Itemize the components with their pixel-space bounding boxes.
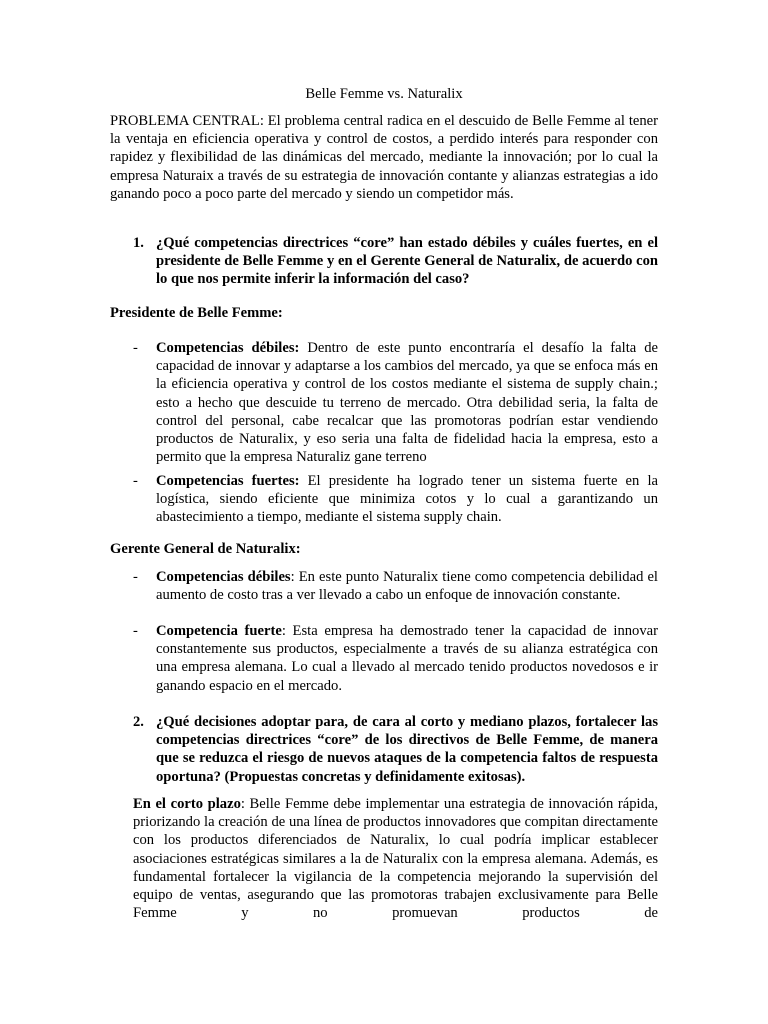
bullet-label: Competencia fuerte: [156, 623, 282, 639]
question-2-number: 2.: [133, 714, 144, 730]
question-1-text: ¿Qué competencias directrices “core” han estado débiles y cuáles fuertes, en el presidente de Belle Femme y en el Gerente General de Naturalix, de acuerdo con lo que nos permite inferir la información del caso?: [156, 235, 658, 288]
gerente-heading: Gerente General de Naturalix:: [110, 541, 301, 557]
bullet-dash: -: [133, 569, 138, 585]
bullet-label: Competencias fuertes:: [156, 473, 300, 489]
document-title: Belle Femme vs. Naturalix: [305, 86, 463, 102]
presidente-bullet-debiles: [133, 339, 658, 466]
bullet-dash: -: [133, 340, 138, 356]
gerente-bullet-fuerte: [133, 622, 658, 695]
bullet-text: : En este punto Naturalix tiene como competencia debilidad el aumento de costo tras a ver llevado a cabo un enfoque de innovación constante.: [156, 569, 658, 604]
problema-central-label: PROBLEMA CENTRAL:: [110, 113, 264, 129]
question-2-text: ¿Qué decisiones adoptar para, de cara al corto y mediano plazos, fortalecer las competencias directrices “core” de los directivos de Belle Femme, de manera que se reduzca el riesgo de nuevos ataques de la competencia faltos de respuesta oportuna? (Propuestas concretas y definidamente exitosas).: [156, 714, 658, 785]
problema-central-text: El problema central radica en el descuido de Belle Femme al tener la ventaja en eficiencia operativa y control de costos, a perdido interés para responder con rapidez y flexibilidad de las dinámicas del mercado, mediante la innovación; por lo cual la empresa Naturaix a través de su estrategia de innovación contante y alianzas estrategias a ido ganando poco a poco parte del mercado y siendo un competidor más.: [110, 113, 659, 202]
presidente-bullet-fuertes: [133, 472, 658, 527]
question-2: [133, 713, 658, 786]
gerente-bullet-debiles: [133, 568, 658, 604]
bullet-label: Competencias débiles:: [156, 340, 300, 356]
bullet-text: : Esta empresa ha demostrado tener la capacidad de innovar constantemente sus productos, especialmente a través de su alianza estratégica con una empresa alemana. Lo cual a llevado al mercado tenido productos novedosos e ir ganando espacio en el mercado.: [156, 623, 658, 694]
bullet-text: Dentro de este punto encontraría el desafío la falta de capacidad de innovar y adaptarse a los cambios del mercado, ya que se enfoca más en la eficiencia operativa y control de los costos mediante el sistema de supply chain.; esto a hecho que descuide tu terreno de mercado. Otra debilidad seria, la falta de control del personal, cabe recalcar que las promotoras podrían estar vendiendo productos de Naturalix, y eso seria una falta de fidelidad hacia la empresa, esto a permito que la empresa Naturaliz gane terreno: [156, 340, 658, 466]
corto-plazo-paragraph: [133, 795, 658, 922]
corto-plazo-text: : Belle Femme debe implementar una estrategia de innovación rápida, priorizando la creación de una línea de productos innovadores que compitan directamente con los productos diferenciados de Naturalix, lo cual podría implicar establecer asociaciones estratégicas similares a la de Naturalix con la empresa alemana. Además, es fundamental fortalecer la vigilancia de la competencia mejorando la supervisión del equipo de ventas, asegurando que las promotoras trabajen exclusivamente para Belle Femme y no promuevan productos de: [133, 796, 658, 922]
corto-plazo-label: En el corto plazo: [133, 796, 241, 812]
bullet-dash: -: [133, 623, 138, 639]
presidente-heading: Presidente de Belle Femme:: [110, 305, 283, 321]
bullet-label: Competencias débiles: [156, 569, 291, 585]
question-1: [133, 234, 658, 289]
bullet-text: El presidente ha logrado tener un sistema fuerte en la logística, siendo eficiente que minimiza cotos y lo cual a garantizando un abastecimiento a tiempo, mediante el sistema supply chain.: [156, 473, 658, 526]
question-1-number: 1.: [133, 235, 144, 251]
bullet-dash: -: [133, 473, 138, 489]
problema-central-paragraph: [110, 112, 658, 203]
